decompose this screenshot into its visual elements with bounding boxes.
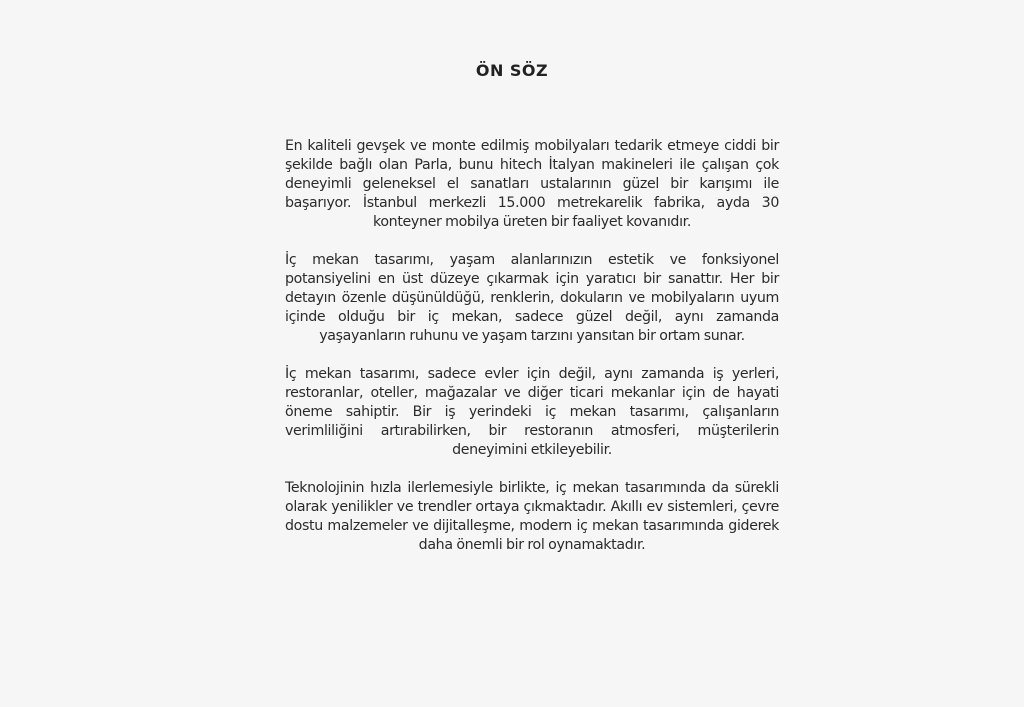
paragraph-4: Teknolojinin hızla ilerlemesiyle birlikte, iç mekan tasarımında da sürekli olarak yenilikler ve trendler ortaya çıkmaktadır. Akıllı ev sistemleri, çevre dostu malzemeler ve dijitalleşme, modern iç mekan tasarımında giderek daha önemli bir rol oynamaktadır.: [285, 480, 779, 553]
page-title: ÖN SÖZ: [475, 61, 549, 80]
paragraph-1: En kaliteli gevşek ve monte edilmiş mobilyaları tedarik etmeye ciddi bir şekilde bağlı olan Parla, bunu hitech İtalyan makineleri ile çalışan çok deneyimli geleneksel el sanatları ustalarının güzel bir karışımı ile başarıyor. İstanbul merkezli 15.000 metrekarelik fabrika, ayda 30 konteyner mobilya üreten bir faaliyet kovanıdır.: [285, 138, 779, 230]
body-text: [285, 137, 779, 574]
paragraph-2: İç mekan tasarımı, yaşam alanlarınızın estetik ve fonksiyonel potansiyelini en üst düzeye çıkarmak için yaratıcı bir sanattır. Her bir detayın özenle düşünüldüğü, renklerin, dokuların ve mobilyaların uyum içinde olduğu bir iç mekan, sadece güzel değil, aynı zamanda yaşayanların ruhunu ve yaşam tarzını yansıtan bir ortam sunar.: [285, 252, 779, 344]
paragraph-3: İç mekan tasarımı, sadece evler için değil, aynı zamanda iş yerleri, restoranlar, oteller, mağazalar ve diğer ticari mekanlar için de hayati öneme sahiptir. Bir iş yerindeki iç mekan tasarımı, çalışanların verimliliğini artırabilirken, bir restoranın atmosferi, müşterilerin deneyimini etkileyebilir.: [285, 366, 779, 458]
